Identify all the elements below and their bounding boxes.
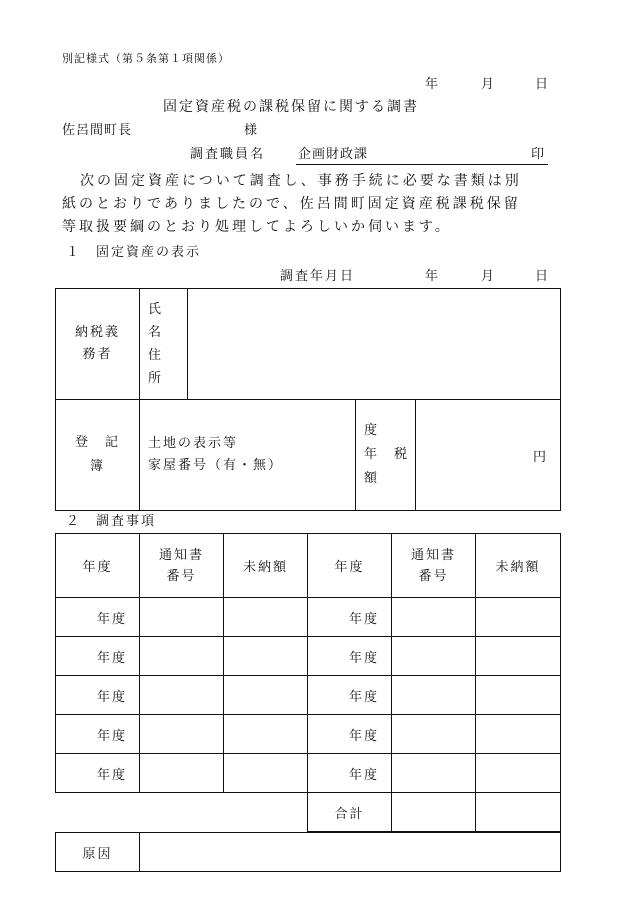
row-unpaid-left[interactable] xyxy=(224,598,308,637)
investigator-underline xyxy=(296,164,548,165)
taxpayer-label-1: 納税義 xyxy=(74,325,120,340)
body-line-3: 等取扱要綱のとおり処理してよろしいか伺います。 xyxy=(62,219,452,235)
row-notice-right[interactable] xyxy=(392,754,476,793)
header-unpaid-left: 未納額 xyxy=(224,534,308,598)
section1-heading: １ 固定資産の表示 xyxy=(66,245,202,260)
row-year-right: 年度 xyxy=(308,715,392,754)
date-year: 年 xyxy=(425,77,439,92)
tax-label-3: 額 xyxy=(364,471,380,486)
form-label: 別記様式（第５条第１項関係） xyxy=(62,52,230,65)
survey-date-day: 日 xyxy=(535,269,549,284)
row-unpaid-left[interactable] xyxy=(224,637,308,676)
registry-label-1: 登 記 xyxy=(74,435,120,450)
seal-mark: 印 xyxy=(531,147,545,162)
header-notice-left-1: 通知書 xyxy=(158,547,204,563)
row-notice-left[interactable] xyxy=(140,598,224,637)
land-house-cell[interactable] xyxy=(140,400,356,511)
total-label: 合計 xyxy=(308,793,392,832)
row-notice-left[interactable] xyxy=(140,754,224,793)
row-unpaid-left[interactable] xyxy=(224,754,308,793)
row-unpaid-left[interactable] xyxy=(224,676,308,715)
row-unpaid-right[interactable] xyxy=(476,715,561,754)
row-notice-left[interactable] xyxy=(140,676,224,715)
header-notice-right-1: 通知書 xyxy=(410,547,456,563)
row-unpaid-right[interactable] xyxy=(476,754,561,793)
taxpayer-label-2: 務者 xyxy=(82,347,113,362)
land-label: 土地の表示等 xyxy=(148,436,239,451)
date-month: 月 xyxy=(481,77,495,92)
investigator-dept: 企画財政課 xyxy=(298,147,369,162)
survey-date-month: 月 xyxy=(481,269,495,284)
body-line-2: 紙のとおりでありましたので、佐呂間町固定資産税課税保留 xyxy=(62,196,521,212)
registry-label-cell xyxy=(56,400,140,511)
survey-items-table xyxy=(55,533,561,832)
document-title: 固定資産税の課税保留に関する調書 xyxy=(163,99,419,115)
total-notice[interactable] xyxy=(392,793,476,832)
row-notice-right[interactable] xyxy=(392,715,476,754)
row-year-right: 年度 xyxy=(308,637,392,676)
tax-label-2: 年 税 xyxy=(364,447,410,462)
registry-label-2: 簿 xyxy=(89,459,105,474)
table-row xyxy=(56,715,561,754)
header-row xyxy=(56,534,561,598)
header-unpaid-right: 未納額 xyxy=(476,534,561,598)
row-notice-right[interactable] xyxy=(392,676,476,715)
tax-label-1: 度 xyxy=(364,423,380,438)
investigator-label: 調査職員名 xyxy=(190,147,266,162)
reason-value[interactable] xyxy=(140,833,561,872)
header-year-left: 年度 xyxy=(56,534,140,598)
total-blank xyxy=(56,793,308,832)
reason-row xyxy=(56,833,561,872)
row-year-left: 年度 xyxy=(56,676,140,715)
address-label: 住所 xyxy=(148,348,162,386)
row-unpaid-right[interactable] xyxy=(476,637,561,676)
table-row xyxy=(56,637,561,676)
header-notice-right-2: 番号 xyxy=(418,568,449,584)
tax-label-cell xyxy=(356,400,416,511)
house-label: 家屋番号（有・無） xyxy=(148,458,284,473)
header-notice-right xyxy=(392,534,476,598)
row-year-left: 年度 xyxy=(56,754,140,793)
yen-unit: 円 xyxy=(533,449,549,465)
total-amount[interactable] xyxy=(476,793,561,832)
row-notice-left[interactable] xyxy=(140,637,224,676)
row-year-right: 年度 xyxy=(308,676,392,715)
row-unpaid-right[interactable] xyxy=(476,598,561,637)
header-year-right: 年度 xyxy=(308,534,392,598)
row-year-right: 年度 xyxy=(308,598,392,637)
taxpayer-value-cell[interactable] xyxy=(188,289,561,400)
addressee: 佐呂間町長 xyxy=(62,123,133,138)
survey-date-year: 年 xyxy=(425,269,439,284)
registry-row xyxy=(56,400,561,511)
survey-date-label: 調査年月日 xyxy=(280,269,356,284)
date-day: 日 xyxy=(535,77,549,92)
reason-label: 原因 xyxy=(56,833,140,872)
addressee-honorific: 様 xyxy=(244,123,258,138)
section2-heading: ２ 調査事項 xyxy=(66,514,157,529)
table-row xyxy=(56,598,561,637)
row-unpaid-left[interactable] xyxy=(224,715,308,754)
row-notice-left[interactable] xyxy=(140,715,224,754)
header-notice-left-2: 番号 xyxy=(166,568,197,584)
row-year-right: 年度 xyxy=(308,754,392,793)
row-notice-right[interactable] xyxy=(392,637,476,676)
body-line-1: 次の固定資産について調査し、事務手続に必要な書類は別 xyxy=(80,173,522,189)
header-notice-left xyxy=(140,534,224,598)
tax-amount-cell[interactable] xyxy=(416,400,561,511)
taxpayer-label-cell xyxy=(56,289,140,400)
reason-table xyxy=(55,832,561,872)
name-address-label-cell xyxy=(140,289,188,400)
row-unpaid-right[interactable] xyxy=(476,676,561,715)
row-year-left: 年度 xyxy=(56,598,140,637)
fixed-asset-table xyxy=(55,288,561,511)
row-notice-right[interactable] xyxy=(392,598,476,637)
taxpayer-row xyxy=(56,289,561,400)
row-year-left: 年度 xyxy=(56,637,140,676)
name-label: 氏名 xyxy=(148,302,162,340)
row-year-left: 年度 xyxy=(56,715,140,754)
table-row xyxy=(56,676,561,715)
table-row xyxy=(56,754,561,793)
total-row xyxy=(56,793,561,832)
